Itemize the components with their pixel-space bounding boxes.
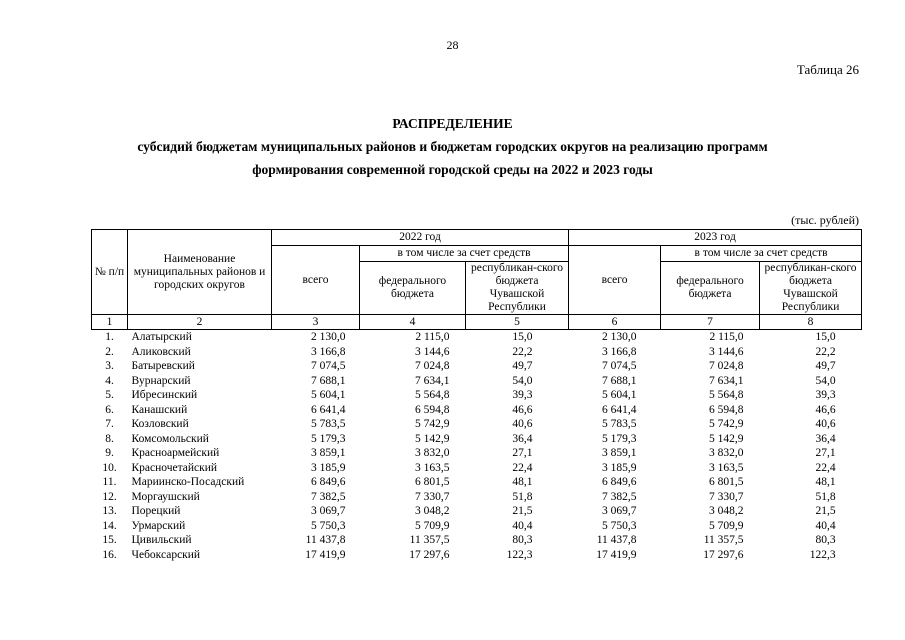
total-2022: 3 069,7	[311, 505, 346, 517]
federal-2022: 2 115,0	[415, 331, 450, 343]
federal-2023: 7 634,1	[709, 374, 744, 387]
table-row	[92, 519, 862, 534]
row-number: 3.	[105, 360, 114, 372]
table-row	[92, 374, 862, 389]
row-number: 9.	[105, 447, 114, 459]
row-number: 5.	[105, 389, 114, 401]
total-2023: 11 437,8	[596, 534, 637, 546]
republic-2022: 122,3	[506, 548, 533, 561]
total-2023: 3 185,9	[602, 461, 637, 474]
row-number: 2.	[105, 345, 114, 358]
column-number: 8	[760, 315, 862, 330]
table-row	[92, 388, 862, 403]
republic-2023: 21,5	[815, 505, 836, 517]
federal-2022: 7 330,7	[415, 490, 450, 503]
federal-2023: 3 163,5	[709, 461, 744, 474]
federal-2022: 11 357,5	[409, 534, 450, 546]
document-title	[0, 112, 905, 181]
total-2022: 5 604,1	[311, 389, 346, 401]
federal-2022: 17 297,6	[409, 548, 450, 561]
row-number: 10.	[102, 461, 117, 474]
republic-2022: 49,7	[512, 360, 533, 372]
federal-2022: 3 163,5	[415, 461, 450, 474]
subsidy-table	[91, 229, 862, 562]
table-row	[92, 461, 862, 476]
table-row	[92, 432, 862, 447]
district-name: Алатырский	[131, 331, 192, 343]
republic-2023: 80,3	[815, 534, 836, 546]
federal-2023: 5 709,9	[709, 519, 744, 532]
header-year-2022: 2022 год	[272, 230, 569, 246]
table-header	[92, 230, 862, 330]
header-republic-2023: республикан-ского бюджета Чувашской Республики	[760, 262, 862, 315]
total-2023: 6 849,6	[602, 476, 637, 488]
table-reference: Таблица 26	[796, 62, 859, 77]
federal-2022: 6 594,8	[415, 403, 450, 416]
column-number: 6	[569, 315, 661, 330]
total-2023: 7 074,5	[602, 360, 637, 372]
total-2023: 17 419,9	[596, 548, 637, 561]
total-2022: 7 688,1	[311, 374, 346, 387]
table-row	[92, 345, 862, 360]
federal-2023: 3 832,0	[709, 447, 744, 459]
republic-2023: 122,3	[809, 548, 836, 561]
federal-2022: 5 742,9	[415, 418, 450, 430]
table-row	[92, 330, 862, 345]
total-2023: 7 688,1	[602, 374, 637, 387]
total-2022: 3 166,8	[311, 345, 346, 358]
republic-2022: 36,4	[512, 432, 533, 445]
republic-2023: 15,0	[815, 331, 836, 343]
table-row	[92, 359, 862, 374]
row-number: 1.	[105, 331, 114, 343]
district-name: Вурнарский	[131, 374, 191, 387]
republic-2022: 54,0	[512, 374, 533, 387]
district-name: Чебоксарский	[131, 548, 201, 561]
republic-2023: 22,2	[815, 345, 836, 358]
district-name: Батыревский	[131, 360, 195, 372]
republic-2022: 51,8	[512, 490, 533, 503]
total-2022: 7 382,5	[311, 490, 346, 503]
district-name: Мариинско-Посадский	[131, 476, 245, 488]
header-republic-2022: республикан-ского бюджета Чувашской Республики	[466, 262, 569, 315]
district-name: Красночетайский	[131, 461, 218, 474]
republic-2023: 46,6	[815, 403, 836, 416]
table-row	[92, 417, 862, 432]
total-2022: 17 419,9	[305, 548, 346, 561]
district-name: Моргаушский	[131, 490, 200, 503]
republic-2023: 27,1	[815, 447, 836, 459]
total-2022: 5 783,5	[311, 418, 346, 430]
header-federal-2022: федерального бюджета	[360, 262, 466, 315]
row-number: 8.	[105, 432, 114, 445]
republic-2022: 21,5	[512, 505, 533, 517]
republic-2022: 27,1	[512, 447, 533, 459]
federal-2023: 6 801,5	[709, 476, 744, 488]
district-name: Красноармейский	[131, 447, 220, 459]
federal-2023: 11 357,5	[703, 534, 744, 546]
federal-2023: 2 115,0	[709, 331, 744, 343]
table-row	[92, 548, 862, 563]
title-heading: РАСПРЕДЕЛЕНИЕ	[392, 116, 513, 131]
total-2023: 2 130,0	[602, 331, 637, 343]
total-2023: 7 382,5	[602, 490, 637, 503]
column-number: 3	[272, 315, 360, 330]
column-number: 7	[661, 315, 760, 330]
total-2022: 6 849,6	[311, 476, 346, 488]
header-federal-2023: федерального бюджета	[661, 262, 760, 315]
total-2023: 3 166,8	[602, 345, 637, 358]
district-name: Порецкий	[131, 505, 181, 517]
row-number: 13.	[102, 505, 117, 517]
total-2022: 3 185,9	[311, 461, 346, 474]
republic-2023: 54,0	[815, 374, 836, 387]
column-number: 1	[92, 315, 128, 330]
column-number: 5	[466, 315, 569, 330]
total-2023: 3 859,1	[602, 447, 637, 459]
header-total-2023: всего	[569, 246, 661, 315]
row-number: 14.	[102, 519, 117, 532]
total-2023: 5 179,3	[602, 432, 637, 445]
row-number: 11.	[102, 476, 117, 488]
republic-2023: 48,1	[815, 476, 836, 488]
column-number: 4	[360, 315, 466, 330]
total-2022: 6 641,4	[311, 403, 346, 416]
table-row	[92, 475, 862, 490]
header-incl-2022: в том числе за счет средств	[360, 246, 569, 262]
federal-2022: 5 142,9	[415, 432, 450, 445]
federal-2023: 3 048,2	[709, 505, 744, 517]
header-total-2022: всего	[272, 246, 360, 315]
federal-2023: 6 594,8	[709, 403, 744, 416]
total-2022: 5 750,3	[311, 519, 346, 532]
total-2023: 5 750,3	[602, 519, 637, 532]
republic-2022: 15,0	[512, 331, 533, 343]
federal-2022: 5 564,8	[415, 389, 450, 401]
column-number: 2	[128, 315, 272, 330]
republic-2023: 40,6	[815, 418, 836, 430]
republic-2022: 22,4	[512, 461, 533, 474]
district-name: Канашский	[131, 403, 188, 416]
total-2023: 6 641,4	[602, 403, 637, 416]
table-body	[92, 330, 862, 563]
row-number: 15.	[102, 534, 117, 546]
total-2022: 5 179,3	[311, 432, 346, 445]
federal-2022: 3 048,2	[415, 505, 450, 517]
row-number: 16.	[102, 548, 117, 561]
row-number: 12.	[102, 490, 117, 503]
title-subtitle-line1: субсидий бюджетам муниципальных районов и бюджетам городских округов на реализацию программ	[137, 139, 768, 154]
federal-2022: 3 832,0	[415, 447, 450, 459]
federal-2022: 7 634,1	[415, 374, 450, 387]
federal-2022: 5 709,9	[415, 519, 450, 532]
total-2023: 5 604,1	[602, 389, 637, 401]
federal-2022: 6 801,5	[415, 476, 450, 488]
republic-2023: 49,7	[815, 360, 836, 372]
total-2022: 3 859,1	[311, 447, 346, 459]
republic-2023: 36,4	[815, 432, 836, 445]
republic-2022: 46,6	[512, 403, 533, 416]
header-number: № п/п	[92, 230, 128, 315]
header-incl-2023: в том числе за счет средств	[661, 246, 862, 262]
total-2023: 5 783,5	[602, 418, 637, 430]
table-row	[92, 533, 862, 548]
total-2022: 11 437,8	[305, 534, 346, 546]
header-name: Наименование муниципальных районов и городских округов	[128, 230, 272, 315]
federal-2023: 7 024,8	[709, 360, 744, 372]
district-name: Ибресинский	[131, 389, 198, 401]
republic-2023: 39,3	[815, 389, 836, 401]
republic-2022: 40,6	[512, 418, 533, 430]
units-label: (тыс. рублей)	[791, 213, 859, 227]
row-number: 6.	[105, 403, 114, 416]
table-row	[92, 446, 862, 461]
federal-2023: 5 564,8	[709, 389, 744, 401]
total-2022: 7 074,5	[311, 360, 346, 372]
federal-2023: 5 142,9	[709, 432, 744, 445]
federal-2023: 5 742,9	[709, 418, 744, 430]
district-name: Аликовский	[131, 345, 191, 358]
page-number: 28	[446, 38, 459, 52]
federal-2023: 17 297,6	[703, 548, 744, 561]
header-year-2023: 2023 год	[569, 230, 862, 246]
republic-2023: 51,8	[815, 490, 836, 503]
republic-2022: 48,1	[512, 476, 533, 488]
federal-2022: 7 024,8	[415, 360, 450, 372]
row-number: 7.	[105, 418, 114, 430]
republic-2023: 40,4	[815, 519, 836, 532]
row-number: 4.	[105, 374, 114, 387]
title-subtitle-line2: формирования современной городской среды на 2022 и 2023 годы	[252, 162, 653, 177]
district-name: Козловский	[131, 418, 189, 430]
total-2023: 3 069,7	[602, 505, 637, 517]
district-name: Урмарский	[131, 519, 186, 532]
federal-2022: 3 144,6	[415, 345, 450, 358]
republic-2022: 80,3	[512, 534, 533, 546]
republic-2022: 22,2	[512, 345, 533, 358]
total-2022: 2 130,0	[311, 331, 346, 343]
federal-2023: 3 144,6	[709, 345, 744, 358]
district-name: Цивильский	[131, 534, 192, 546]
district-name: Комсомольский	[131, 432, 209, 445]
republic-2023: 22,4	[815, 461, 836, 474]
republic-2022: 40,4	[512, 519, 533, 532]
table-row	[92, 490, 862, 505]
federal-2023: 7 330,7	[709, 490, 744, 503]
republic-2022: 39,3	[512, 389, 533, 401]
table-row	[92, 504, 862, 519]
table-row	[92, 403, 862, 418]
